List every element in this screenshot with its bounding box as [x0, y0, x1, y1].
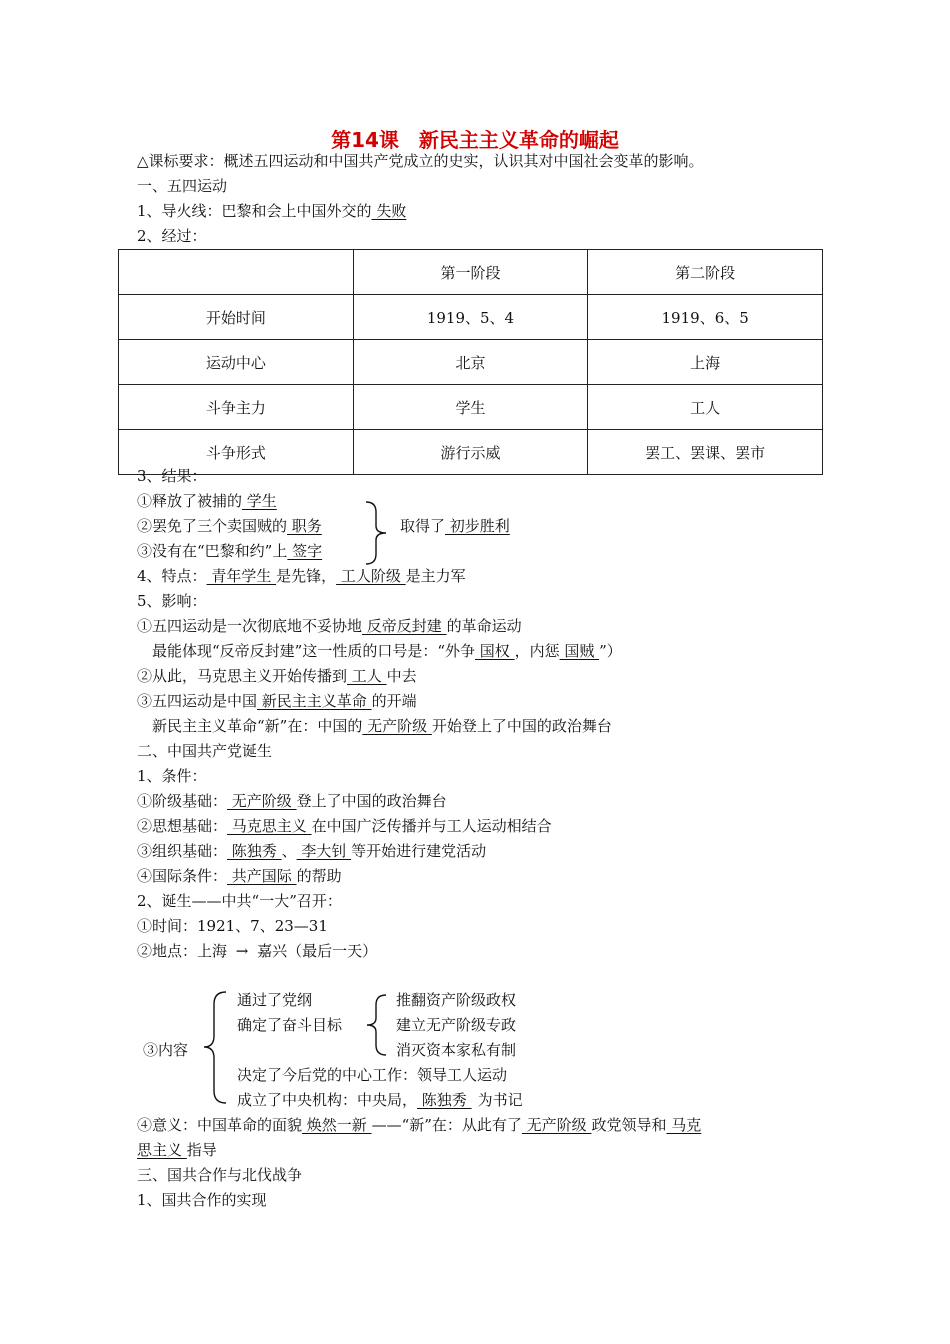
section-heading-1: 一、五四运动 [137, 177, 228, 195]
table-cell: 运动中心 [119, 340, 354, 385]
goal-item-1: 推翻资产阶级政权 [396, 991, 517, 1009]
condition-3-mid: 、 [281, 842, 297, 860]
condition-3-answer-1: 陈独秀 [227, 842, 282, 860]
place-prefix: ②地点：上海 [137, 942, 228, 960]
new-answer: 无产阶级 [362, 717, 432, 735]
result-2-answer: 职务 [287, 517, 322, 535]
result-2-prefix: ②罢免了三个卖国贼的 [137, 517, 288, 535]
condition-3-prefix: ③组织基础： [137, 842, 228, 860]
content-brace-icon [200, 990, 230, 1105]
impact-item-3 [137, 690, 417, 712]
impact-heading: 5、影响： [137, 592, 207, 610]
significance-line-1 [137, 1114, 701, 1136]
content-item-1: 通过了党纲 [237, 991, 313, 1009]
condition-3 [137, 840, 486, 862]
table-cell: 上海 [588, 340, 823, 385]
slogan-answer-2: 国贼 [559, 642, 600, 660]
birth-time: ①时间：1921、7、23—31 [137, 917, 328, 935]
birth-place [137, 940, 377, 962]
slogan-line [152, 640, 622, 662]
content-item-3: 决定了今后党的中心工作：领导工人运动 [237, 1066, 508, 1084]
content-item-4 [237, 1089, 523, 1111]
feature-suffix: 是主力军 [405, 567, 466, 585]
fuse-prefix: 1、导火线：巴黎和会上中国外交的 [137, 202, 372, 220]
condition-2-prefix: ②思想基础： [137, 817, 228, 835]
significance-answer-2: 无产阶级 [521, 1116, 592, 1134]
significance-suffix: 指导 [186, 1141, 217, 1159]
result-1-answer: 学生 [242, 492, 277, 510]
impact-1-answer: 反帝反封建 [362, 617, 447, 635]
slogan-answer-1: 国权 [475, 642, 515, 660]
significance-mid-2: 政党领导和 [591, 1116, 667, 1134]
feature-line [137, 565, 466, 587]
page-title: 第14课 新民主主义革命的崛起 [331, 128, 619, 152]
table-cell: 游行示威 [353, 430, 588, 475]
table-cell: 第二阶段 [588, 250, 823, 295]
feature-answer-2: 工人阶级 [336, 567, 406, 585]
condition-3-answer-2: 李大钊 [296, 842, 352, 860]
table-row [119, 250, 823, 295]
slogan-suffix: ”） [599, 642, 622, 660]
organ-prefix: 成立了中央机构：中央局， [237, 1091, 418, 1109]
condition-2-suffix: 在中国广泛传播并与工人运动相结合 [311, 817, 552, 835]
feature-answer-1: 青年学生 [206, 567, 277, 585]
significance-answer-3b: 思主义 [137, 1141, 187, 1159]
condition-4-suffix: 的帮助 [296, 867, 342, 885]
table-cell [119, 250, 354, 295]
result-item-2 [137, 515, 322, 537]
impact-2-answer: 工人 [347, 667, 387, 685]
result-summary-answer: 初步胜利 [445, 517, 510, 535]
arrow-right-icon: → [235, 942, 249, 960]
table-cell: 斗争形式 [119, 430, 354, 475]
significance-answer-1: 焕然一新 [302, 1116, 372, 1134]
significance-line-2 [137, 1139, 217, 1161]
significance-prefix: ④意义：中国革命的面貌 [137, 1116, 303, 1134]
process-heading: 2、经过： [137, 227, 207, 245]
significance-answer-3a: 马克 [666, 1116, 702, 1134]
table-cell: 1919、5、4 [353, 295, 588, 340]
impact-2-suffix: 中去 [386, 667, 417, 685]
table-cell: 工人 [588, 385, 823, 430]
fuse-line [137, 200, 406, 222]
result-heading: 3、结果： [137, 467, 207, 485]
goals-brace-icon [364, 993, 390, 1057]
feature-prefix: 4、特点： [137, 567, 207, 585]
impact-3-answer: 新民主主义革命 [257, 692, 372, 710]
curriculum-requirement: △课标要求：概述五四运动和中国共产党成立的史实，认识其对中国社会变革的影响。 [137, 152, 704, 170]
impact-1-prefix: ①五四运动是一次彻底地不妥协地 [137, 617, 363, 635]
birth-heading: 2、诞生——中共“一大”召开： [137, 892, 342, 910]
condition-4-prefix: ④国际条件： [137, 867, 228, 885]
organ-suffix: 为书记 [477, 1091, 523, 1109]
condition-2-answer: 马克思主义 [227, 817, 312, 835]
new-suffix: 开始登上了中国的政治舞台 [431, 717, 612, 735]
feature-mid: 是先锋， [276, 567, 337, 585]
condition-heading: 1、条件： [137, 767, 207, 785]
table-cell: 学生 [353, 385, 588, 430]
content-label: ③内容 [143, 1041, 189, 1059]
table-cell: 1919、6、5 [588, 295, 823, 340]
impact-item-2 [137, 665, 417, 687]
new-democratic-line [152, 715, 612, 737]
table-row [119, 340, 823, 385]
table-cell: 北京 [353, 340, 588, 385]
section-heading-3: 三、国共合作与北伐战争 [137, 1166, 303, 1184]
fuse-answer: 失败 [371, 202, 407, 220]
result-item-3 [137, 540, 322, 562]
section-heading-2: 二、中国共产党诞生 [137, 742, 273, 760]
table-row [119, 385, 823, 430]
impact-1-suffix: 的革命运动 [446, 617, 522, 635]
slogan-mid: ，内惩 [514, 642, 560, 660]
table-row [119, 430, 823, 475]
condition-4 [137, 865, 342, 887]
result-summary-prefix: 取得了 [400, 517, 446, 535]
impact-item-1 [137, 615, 522, 637]
significance-mid: ——“新”在：从此有了 [371, 1116, 522, 1134]
condition-1-suffix: 登上了中国的政治舞台 [296, 792, 447, 810]
result-summary [400, 515, 510, 537]
impact-3-suffix: 的开端 [371, 692, 417, 710]
subheading-3-1: 1、国共合作的实现 [137, 1191, 267, 1209]
impact-3-prefix: ③五四运动是中国 [137, 692, 258, 710]
new-prefix: 新民主主义革命“新”在：中国的 [152, 717, 363, 735]
slogan-prefix: 最能体现“反帝反封建”这一性质的口号是：“外争 [152, 642, 476, 660]
goal-item-2: 建立无产阶级专政 [396, 1016, 517, 1034]
goal-item-3: 消灭资本家私有制 [396, 1041, 517, 1059]
organ-answer: 陈独秀 [417, 1091, 472, 1109]
result-3-answer: 签字 [287, 542, 323, 560]
condition-2 [137, 815, 552, 837]
condition-1 [137, 790, 447, 812]
table-cell: 开始时间 [119, 295, 354, 340]
result-1-prefix: ①释放了被捕的 [137, 492, 243, 510]
result-brace-icon [362, 500, 392, 566]
table-row [119, 295, 823, 340]
impact-2-prefix: ②从此，马克思主义开始传播到 [137, 667, 348, 685]
table-cell: 斗争主力 [119, 385, 354, 430]
content-item-2: 确定了奋斗目标 [237, 1016, 343, 1034]
result-3-prefix: ③没有在“巴黎和约”上 [137, 542, 288, 560]
table-cell: 罢工、罢课、罢市 [588, 430, 823, 475]
stages-table [118, 249, 823, 475]
condition-3-suffix: 等开始进行建党活动 [351, 842, 487, 860]
result-item-1 [137, 490, 277, 512]
place-suffix: 嘉兴（最后一天） [257, 942, 378, 960]
condition-1-answer: 无产阶级 [227, 792, 297, 810]
condition-1-prefix: ①阶级基础： [137, 792, 228, 810]
condition-4-answer: 共产国际 [227, 867, 297, 885]
table-cell: 第一阶段 [353, 250, 588, 295]
